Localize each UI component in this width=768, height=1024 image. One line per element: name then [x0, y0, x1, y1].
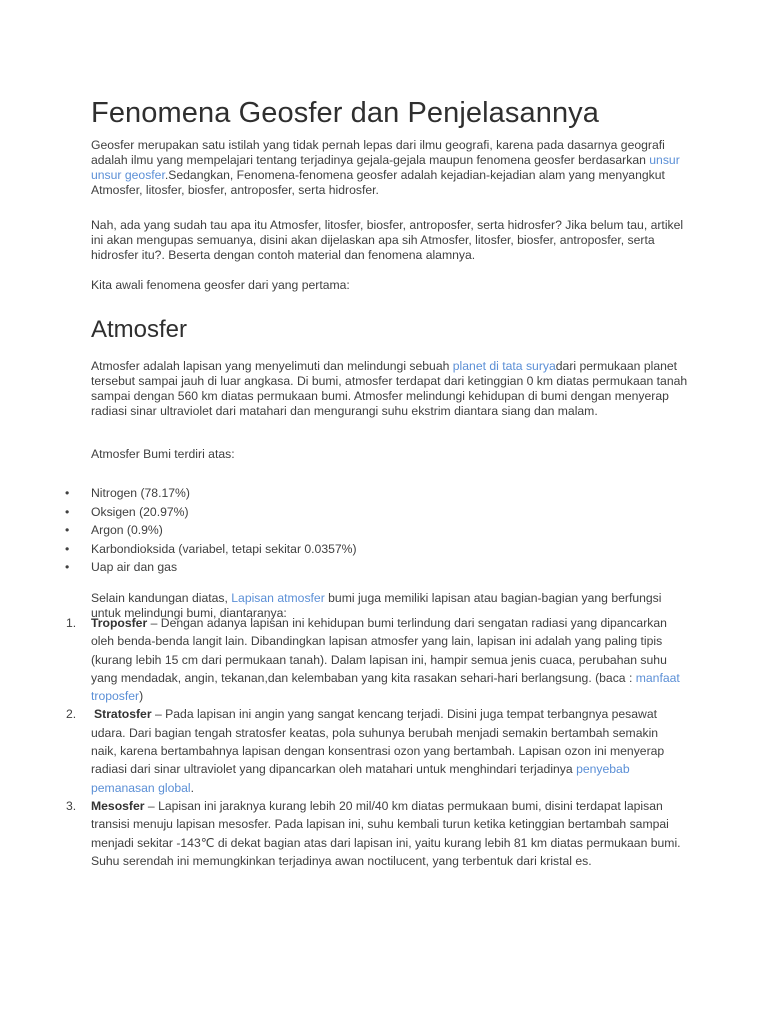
layer-item-mesosfer — [66, 797, 686, 870]
page-title: Fenomena Geosfer dan Penjelasannya — [91, 97, 600, 129]
atmosfer-text-b: dari permukaan planet tersebut sampai jauh di luar angkasa. Di bumi, atmosfer terdapat dari ketinggian 0 km diatas permukaan tanah sampai dengan 560 km diatas permukaan bumi. Atmosfer melindungi kehidupan di bumi dengan menyerap radiasi sinar ultraviolet dari matahari dan mengurangi suhu ekstrim diantara siang dan malam. — [91, 359, 688, 418]
bullet-dot: • — [65, 560, 70, 574]
layer-text-after: . — [190, 780, 194, 795]
list-item-text: Argon (0.9%) — [91, 523, 163, 537]
bullet-dot: • — [65, 541, 70, 556]
layer-item-troposfer — [66, 614, 686, 705]
link-unsur-geosfer[interactable]: unsur unsur geosfer — [91, 153, 680, 182]
atmosfer-text-d: bumi juga memiliki lapisan atau bagian-bagian yang berfungsi untuk melindungi bumi, diantaranya: — [91, 591, 662, 620]
list-item — [60, 505, 357, 524]
intro-text-b: .Sedangkan, Fenomena-fenomena geosfer adalah kejadian-kejadian alam yang menyangkut Atmosfer, litosfer, biosfer, antroposfer, serta hidrosfer. — [91, 168, 665, 197]
layer-text: – Dengan adanya lapisan ini kehidupan bumi terlindung dari sengatan radiasi yang dipancarkan oleh benda-benda langit lain. Dibandingkan lapisan atmosfer yang lain, lapisan ini adalah yang paling tipis (kurang lebih 15 cm dari permukaan tanah). Dalam lapisan ini, hampir semua jenis cuaca, perubahan suhu yang mendadak, angin, tekanan,dan kelembaban yang kita rasakan sehari-hari berlangsung. (baca : — [91, 616, 667, 685]
list-number: 1. — [66, 616, 77, 630]
link-planet-tata-surya[interactable]: planet di tata surya — [452, 359, 556, 373]
atmosfer-paragraph-1 — [91, 359, 691, 419]
atmosfer-paragraph-2: Atmosfer Bumi terdiri atas: — [91, 447, 235, 461]
list-item — [60, 542, 357, 561]
bullet-dot: • — [65, 486, 70, 500]
atmosfer-text-a: Atmosfer adalah lapisan yang menyelimuti dan melindungi sebuah — [91, 359, 453, 373]
atmosfer-layers-list — [66, 614, 686, 870]
intro-paragraph-3: Kita awali fenomena geosfer dari yang pertama: — [91, 278, 350, 292]
bullet-dot: • — [65, 504, 70, 519]
intro-paragraph-1 — [91, 138, 691, 198]
layer-name: Stratosfer — [94, 707, 152, 722]
list-item — [60, 523, 357, 542]
intro-paragraph-2: Nah, ada yang sudah tau apa itu Atmosfer, litosfer, biosfer, antroposfer, serta hidrosfer? Jika belum tau, artikel ini akan mengupas semuanya, disini akan dijelaskan apa sih Atmosfer, litosfer, biosfer, antroposfer, serta hidrosfer itu?. Beserta dengan contoh material dan fenomena alamnya. — [91, 218, 684, 262]
layer-text: – Lapisan ini jaraknya kurang lebih 20 mil/40 km diatas permukaan bumi, disini terdapat lapisan transisi menuju lapisan mesosfer. Pada lapisan ini, suhu kembali turun ketika ketinggian bertambah sampai menjadi sekitar -143℃ di dekat bagian atas dari lapisan ini, yaitu kurang lebih 81 km diatas permukaan bumi. Suhu serendah ini memungkinkan terjadinya awan noctilucent, yang terbentuk dari kristal es. — [91, 798, 681, 868]
list-item — [60, 486, 357, 505]
list-number: 2. — [66, 707, 77, 722]
list-number: 3. — [66, 798, 77, 813]
link-manfaat-troposfer[interactable]: manfaat troposfer — [91, 670, 680, 704]
layer-name: Mesosfer — [91, 798, 145, 813]
intro-text-a: Geosfer merupakan satu istilah yang tidak pernah lepas dari ilmu geografi, karena pada dasarnya geografi adalah ilmu yang mempelajari tentang terjadinya gejala-gejala maupun fenomena geosfer berdasarkan — [91, 138, 665, 167]
list-item-text: Uap air dan gas — [91, 560, 178, 574]
list-item-text: Oksigen (20.97%) — [91, 504, 189, 519]
link-lapisan-atmosfer[interactable]: Lapisan atmosfer — [231, 591, 325, 605]
layer-item-stratosfer — [66, 705, 686, 796]
list-item-text: Karbondioksida (variabel, tetapi sekitar 0.0357%) — [91, 541, 357, 556]
layer-text: – Pada lapisan ini angin yang sangat kencang terjadi. Disini juga tempat terbangnya pesawat udara. Dari bagian tengah stratosfer keatas, pola suhunya berubah menjadi semakin bertambah semakin naik, karena bertambahnya lapisan dengan konsentrasi ozon yang bertambah. Lapisan ozon ini menyerap radiasi dari sinar ultraviolet yang dipancarkan oleh matahari untuk menghindari terjadinya — [91, 707, 665, 777]
list-item-text: Nitrogen (78.17%) — [91, 486, 190, 500]
layer-text-after: ) — [139, 689, 144, 704]
link-penyebab-pemanasan-global[interactable]: penyebab pemanasan global — [91, 762, 630, 795]
section-heading-atmosfer: Atmosfer — [91, 316, 188, 343]
layer-name: Troposfer — [91, 616, 148, 630]
atmosfer-text-c: Selain kandungan diatas, — [91, 591, 232, 605]
atmosfer-components-list — [60, 486, 357, 579]
bullet-dot: • — [65, 523, 70, 537]
list-item — [60, 560, 357, 579]
